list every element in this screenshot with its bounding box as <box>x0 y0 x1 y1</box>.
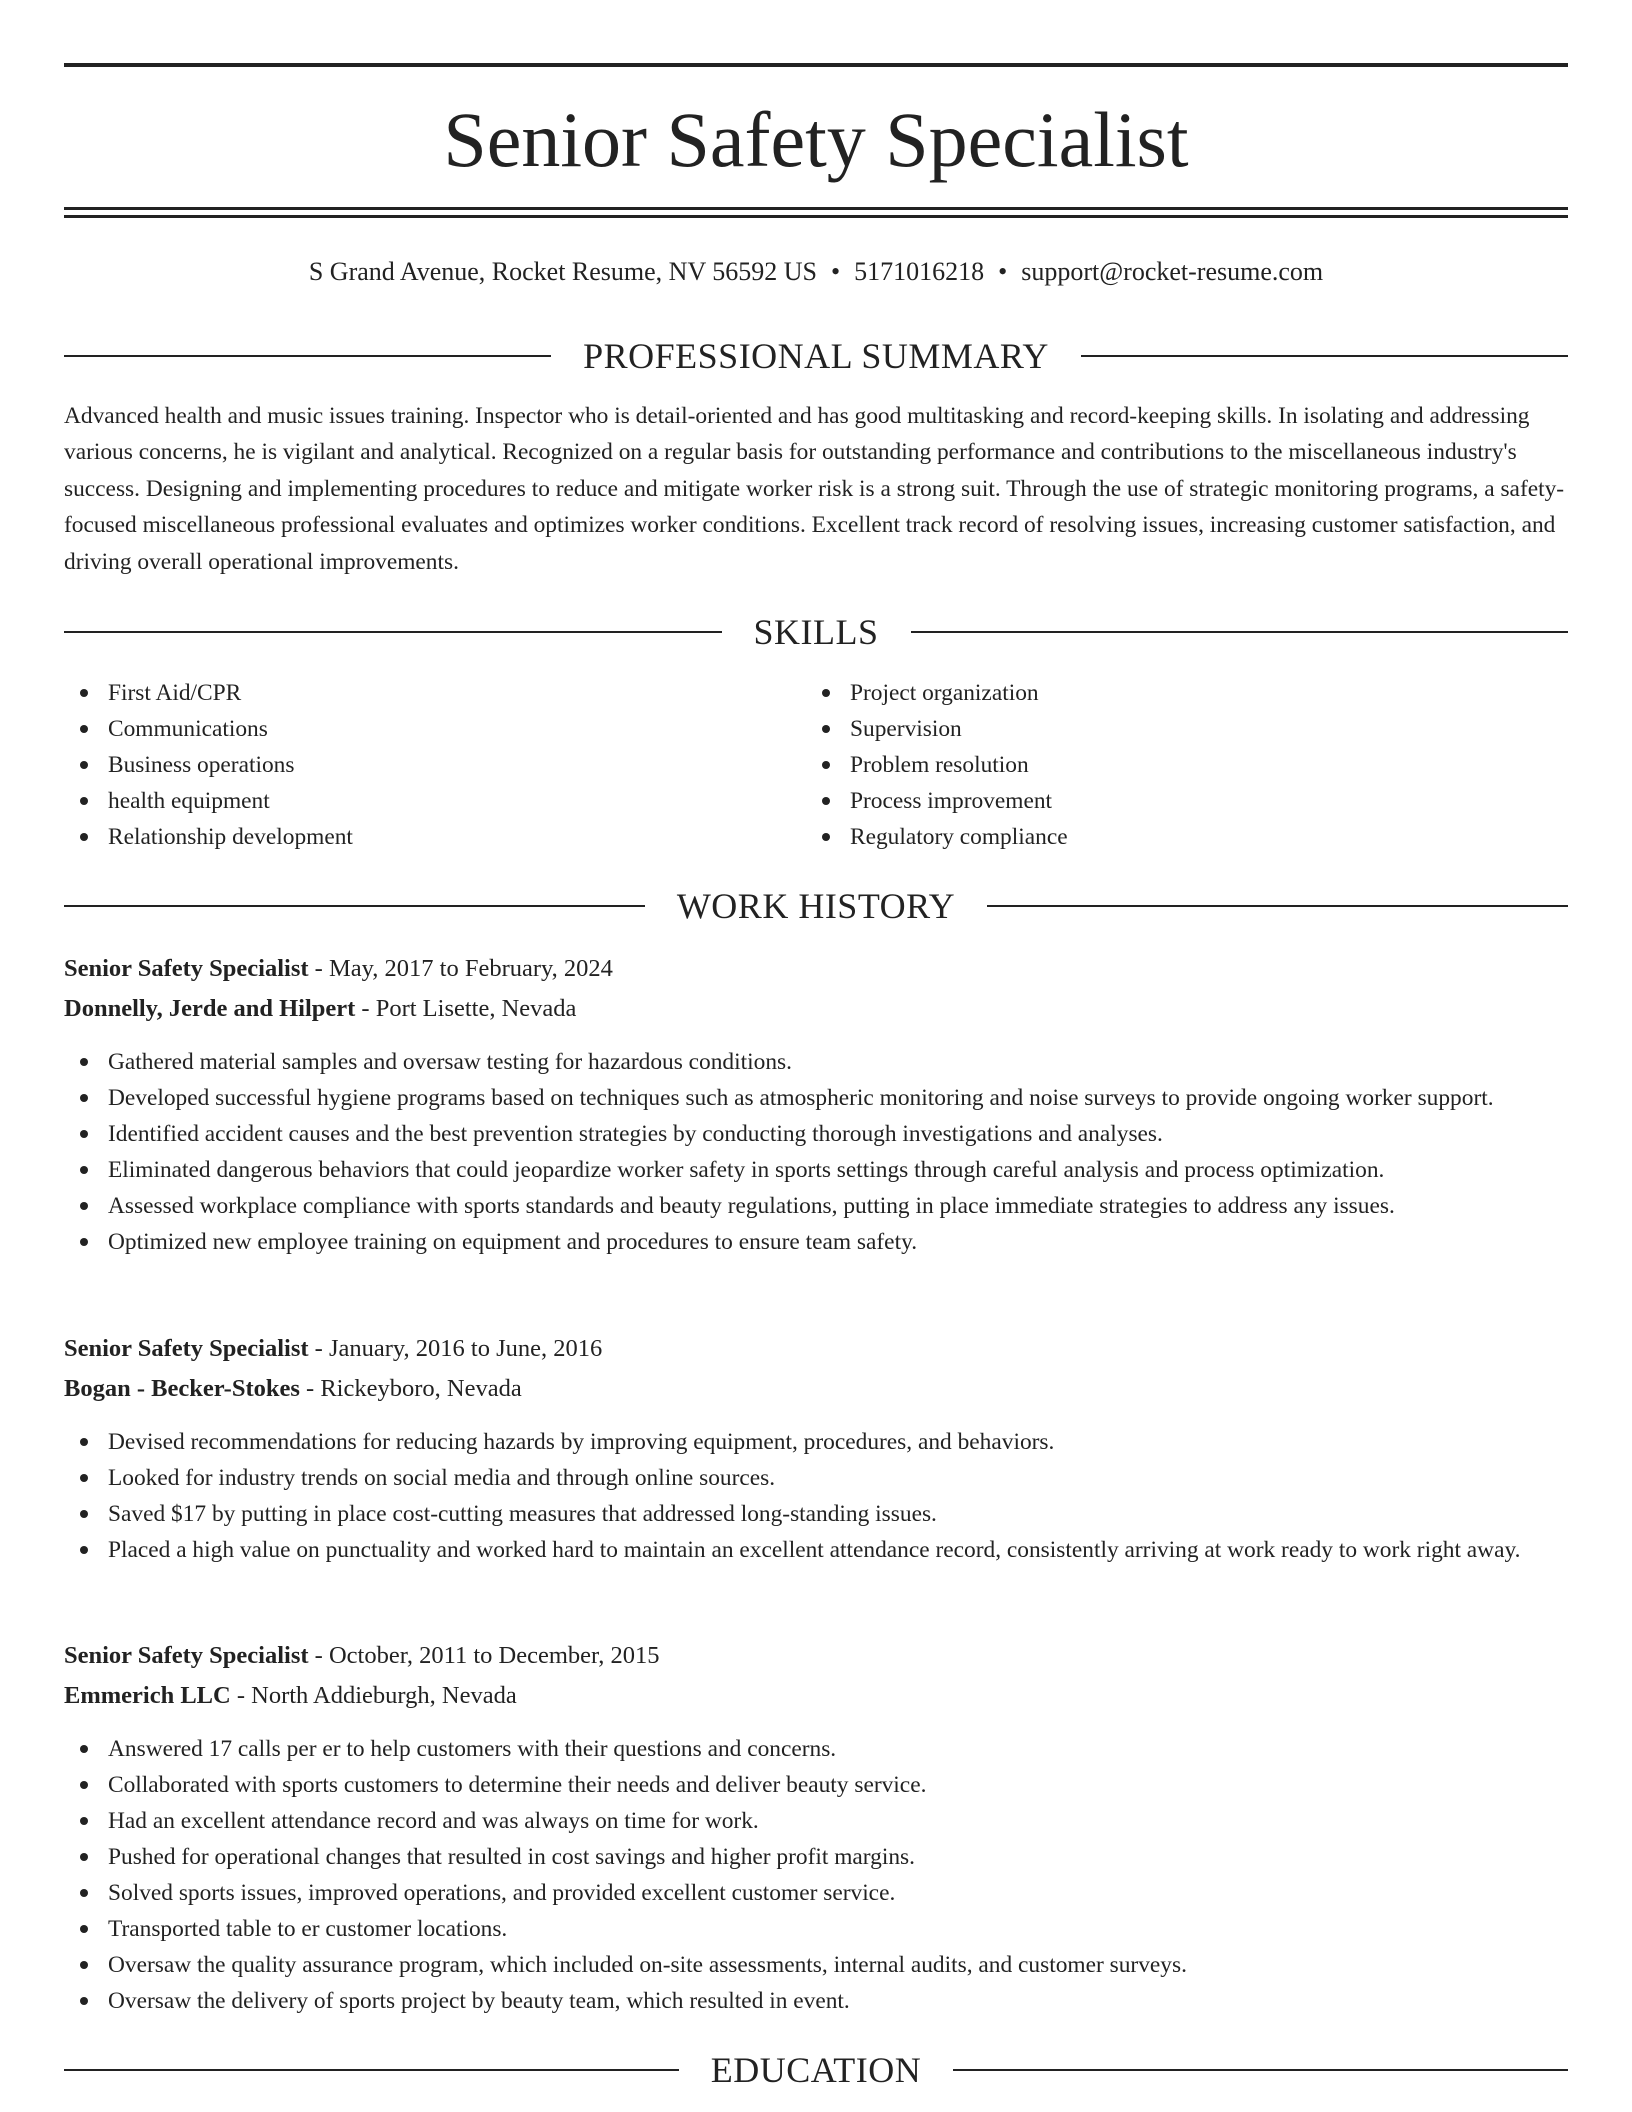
heading-rule <box>64 355 551 357</box>
job-company: Donnelly, Jerde and Hilpert <box>64 995 356 1022</box>
skill-item: Regulatory compliance <box>806 819 1506 855</box>
job-bullets <box>64 1044 1568 1260</box>
job-company: Emmerich LLC <box>64 1682 231 1709</box>
section-title: WORK HISTORY <box>676 886 956 926</box>
heading-rule <box>64 2069 679 2071</box>
job-bullet: Developed successful hygiene programs based on techniques such as atmospheric monitoring and noise surveys to provide ongoing worker support. <box>64 1080 1568 1116</box>
job-bullet: Gathered material samples and oversaw testing for hazardous conditions. <box>64 1044 1568 1080</box>
skill-item: Business operations <box>64 747 764 783</box>
header-rule-lower <box>64 215 1568 218</box>
job-location: - North Addieburgh, Nevada <box>230 1682 517 1709</box>
job-bullet: Transported table to er customer locations. <box>64 1911 1568 1947</box>
contact-phone: 5171016218 <box>854 257 985 286</box>
skill-item: Communications <box>64 711 764 747</box>
section-title: SKILLS <box>753 612 879 652</box>
job-bullet: Devised recommendations for reducing hazards by improving equipment, procedures, and behaviors. <box>64 1424 1568 1460</box>
heading-rule <box>911 631 1569 633</box>
contact-email: support@rocket-resume.com <box>1021 257 1324 286</box>
skill-item: Project organization <box>806 675 1506 711</box>
skill-item: Supervision <box>806 711 1506 747</box>
job-bullet: Saved $17 by putting in place cost-cutting measures that addressed long-standing issues. <box>64 1496 1568 1532</box>
heading-rule <box>1081 355 1568 357</box>
job-bullet: Had an excellent attendance record and was always on time for work. <box>64 1803 1568 1839</box>
contact-line <box>64 254 1568 290</box>
skill-item: First Aid/CPR <box>64 675 764 711</box>
job-bullet: Assessed workplace compliance with sports standards and beauty regulations, putting in place immediate strategies to address any issues. <box>64 1188 1568 1224</box>
skills-list-right <box>806 675 1506 855</box>
summary-text: Advanced health and music issues training. Inspector who is detail-oriented and has good multitasking and record-keeping skills. In isolating and addressing various concerns, he is vigilant and analytical. Recognized on a regular basis for outstanding performance and contributions to the miscellaneous industry's success. Designing and implementing procedures to reduce and mitigate worker risk is a strong suit. Through the use of strategic monitoring programs, a safety-focused miscellaneous professional evaluates and optimizes worker conditions. Excellent track record of resolving issues, increasing customer satisfaction, and driving overall operational improvements. <box>64 403 1565 575</box>
job-bullets <box>64 1424 1568 1568</box>
header-rule-upper <box>64 207 1568 210</box>
job-bullet: Optimized new employee training on equipment and procedures to ensure team safety. <box>64 1224 1568 1260</box>
job-bullet: Identified accident causes and the best prevention strategies by conducting thorough investigations and analyses. <box>64 1116 1568 1152</box>
resume-name: Senior Safety Specialist <box>443 96 1189 183</box>
job-title: Senior Safety Specialist <box>64 955 309 982</box>
top-rule <box>64 63 1568 67</box>
job-company-line <box>64 1371 1568 1407</box>
job-bullet: Looked for industry trends on social media and through online sources. <box>64 1460 1568 1496</box>
job-title: Senior Safety Specialist <box>64 1642 309 1669</box>
job-location: - Port Lisette, Nevada <box>355 995 577 1022</box>
skill-item: Process improvement <box>806 783 1506 819</box>
section-title: EDUCATION <box>710 2050 922 2090</box>
section-title: PROFESSIONAL SUMMARY <box>583 336 1049 376</box>
job-bullets <box>64 1731 1568 2019</box>
job-title-line <box>64 1331 1568 1367</box>
job-dates: - May, 2017 to February, 2024 <box>308 955 613 982</box>
heading-rule <box>64 905 645 907</box>
job-bullet: Pushed for operational changes that resulted in cost savings and higher profit margins. <box>64 1839 1568 1875</box>
job-company-line <box>64 1678 1568 1714</box>
section-heading-work-history <box>64 884 1568 928</box>
job-bullet: Placed a high value on punctuality and worked hard to maintain an excellent attendance record, consistently arriving at work ready to work right away. <box>64 1532 1568 1568</box>
job-dates: - October, 2011 to December, 2015 <box>308 1642 660 1669</box>
contact-address: S Grand Avenue, Rocket Resume, NV 56592 US <box>308 257 817 286</box>
job-title-line <box>64 1638 1568 1674</box>
job-bullet: Oversaw the delivery of sports project by beauty team, which resulted in event. <box>64 1983 1568 2019</box>
skill-item: Problem resolution <box>806 747 1506 783</box>
job-bullet: Collaborated with sports customers to determine their needs and deliver beauty service. <box>64 1767 1568 1803</box>
skills-list-left <box>64 675 764 855</box>
job-bullet: Answered 17 calls per er to help customers with their questions and concerns. <box>64 1731 1568 1767</box>
job-title-line <box>64 951 1568 987</box>
skill-item: Relationship development <box>64 819 764 855</box>
job-title: Senior Safety Specialist <box>64 1335 309 1362</box>
section-heading-summary <box>64 334 1568 378</box>
section-heading-skills <box>64 610 1568 654</box>
heading-rule <box>64 631 722 633</box>
section-heading-education <box>64 2048 1568 2092</box>
job-location: - Rickeyboro, Nevada <box>299 1375 522 1402</box>
job-bullet: Solved sports issues, improved operations, and provided excellent customer service. <box>64 1875 1568 1911</box>
job-bullet: Eliminated dangerous behaviors that could jeopardize worker safety in sports settings through careful analysis and process optimization. <box>64 1152 1568 1188</box>
job-dates: - January, 2016 to June, 2016 <box>308 1335 603 1362</box>
heading-rule <box>987 905 1568 907</box>
job-company-line <box>64 991 1568 1027</box>
contact-separator: • <box>998 257 1008 286</box>
contact-separator: • <box>831 257 841 286</box>
heading-rule <box>953 2069 1568 2071</box>
skill-item: health equipment <box>64 783 764 819</box>
job-bullet: Oversaw the quality assurance program, which included on-site assessments, internal audits, and customer surveys. <box>64 1947 1568 1983</box>
job-company: Bogan - Becker-Stokes <box>64 1375 300 1402</box>
